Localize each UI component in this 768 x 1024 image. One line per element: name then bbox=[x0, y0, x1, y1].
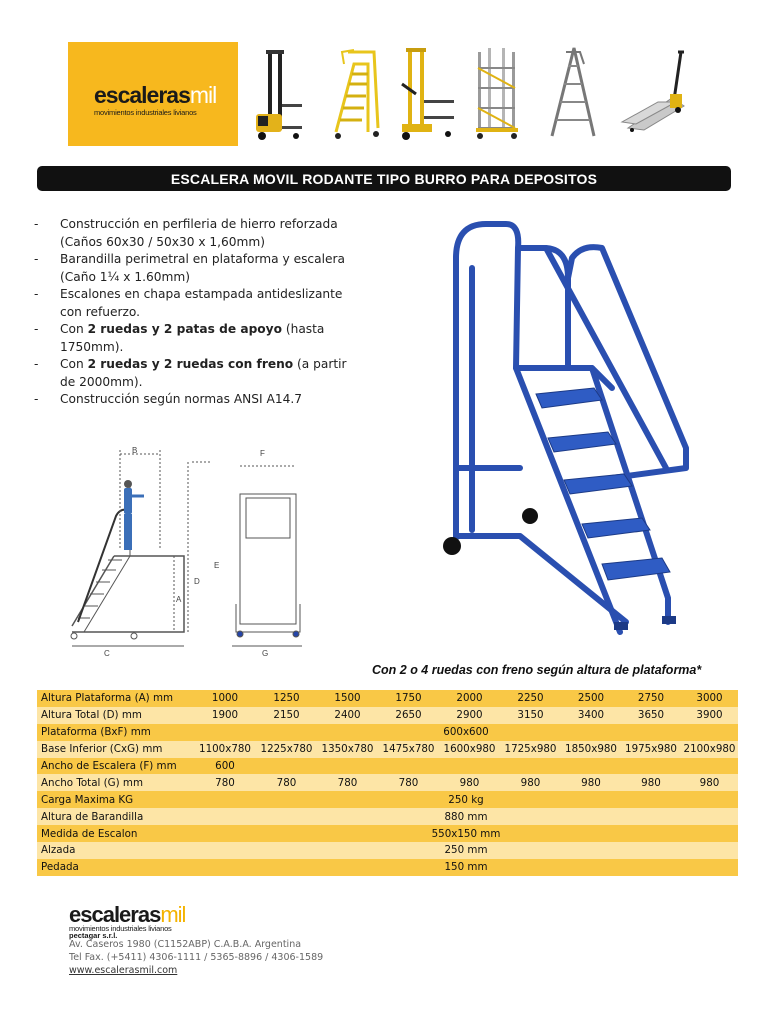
table-row bbox=[37, 707, 738, 724]
feature-text: Barandilla perimetral en plataforma y escalera (Caño 1¼ x 1.60mm) bbox=[60, 252, 345, 284]
feature-text-end: (a partir de 2000mm). bbox=[60, 357, 347, 389]
table-cell: 3000 bbox=[681, 690, 738, 707]
table-cell: 980 bbox=[561, 774, 621, 791]
feature-text: Con bbox=[60, 322, 88, 336]
table-cell: 2750 bbox=[621, 690, 681, 707]
table-cell: 2150 bbox=[256, 707, 317, 724]
table-cell: 3400 bbox=[561, 707, 621, 724]
table-cell: 150 mm bbox=[194, 859, 738, 876]
table-cell: 2100x980 bbox=[681, 741, 738, 758]
label-f: F bbox=[260, 449, 265, 458]
table-cell: 250 mm bbox=[194, 842, 738, 859]
row-label: Altura de Barandilla bbox=[37, 808, 194, 825]
table-cell bbox=[317, 758, 378, 775]
table-cell: 980 bbox=[681, 774, 738, 791]
row-label: Pedada bbox=[37, 859, 194, 876]
row-label: Base Inferior (CxG) mm bbox=[37, 741, 194, 758]
table-cell: 2000 bbox=[439, 690, 500, 707]
bullet-dash: - bbox=[34, 392, 39, 406]
feature-item bbox=[34, 391, 364, 409]
table-cell: 1350x780 bbox=[317, 741, 378, 758]
header-logo bbox=[68, 42, 238, 146]
table-cell: 1750 bbox=[378, 690, 439, 707]
table-cell: 3150 bbox=[500, 707, 561, 724]
bullet-dash: - bbox=[34, 287, 39, 301]
label-g: G bbox=[262, 649, 269, 658]
feature-list bbox=[34, 216, 364, 409]
manual-stacker-icon bbox=[392, 44, 458, 144]
table-cell: 780 bbox=[378, 774, 439, 791]
table-row bbox=[37, 774, 738, 791]
stacker-icon bbox=[248, 44, 306, 144]
footer-address: Av. Caseros 1980 (C1152ABP) C.A.B.A. Argentina bbox=[69, 939, 302, 950]
row-label: Plataforma (BxF) mm bbox=[37, 724, 194, 741]
table-cell: 600 bbox=[194, 758, 256, 775]
table-cell: 1225x780 bbox=[256, 741, 317, 758]
table-cell: 2500 bbox=[561, 690, 621, 707]
table-cell: 3900 bbox=[681, 707, 738, 724]
table-cell: 1100x780 bbox=[194, 741, 256, 758]
table-row bbox=[37, 791, 738, 808]
worker-figure bbox=[124, 480, 144, 550]
label-e: E bbox=[214, 561, 220, 570]
feature-highlight: 2 ruedas y 2 patas de apoyo bbox=[87, 322, 282, 336]
page-title: ESCALERA MOVIL RODANTE TIPO BURRO PARA DEPOSITOS bbox=[37, 166, 731, 191]
table-cell bbox=[500, 758, 561, 775]
blue-ladder-photo bbox=[436, 218, 696, 648]
feature-item bbox=[34, 321, 364, 356]
feature-item bbox=[34, 286, 364, 321]
table-cell: 980 bbox=[621, 774, 681, 791]
table-cell: 1975x980 bbox=[621, 741, 681, 758]
table-row bbox=[37, 825, 738, 842]
footer-tagline: movimientos industriales livianos bbox=[69, 924, 172, 933]
label-b: B bbox=[132, 446, 138, 455]
footer-company: pectagar s.r.l. bbox=[69, 931, 118, 940]
table-cell bbox=[378, 758, 439, 775]
label-d: D bbox=[194, 577, 200, 586]
table-cell: 1600x980 bbox=[439, 741, 500, 758]
logo-tagline: movimientos industriales livianos bbox=[94, 108, 197, 117]
label-c: C bbox=[104, 649, 110, 658]
table-cell: 1500 bbox=[317, 690, 378, 707]
table-cell: 880 mm bbox=[194, 808, 738, 825]
table-cell: 1900 bbox=[194, 707, 256, 724]
table-cell: 2650 bbox=[378, 707, 439, 724]
ladder-icon bbox=[328, 44, 384, 144]
table-row bbox=[37, 741, 738, 758]
label-a: A bbox=[176, 595, 182, 604]
table-row bbox=[37, 724, 738, 741]
row-label: Ancho Total (G) mm bbox=[37, 774, 194, 791]
table-cell: 1000 bbox=[194, 690, 256, 707]
table-row bbox=[37, 842, 738, 859]
table-cell bbox=[621, 758, 681, 775]
row-label: Ancho de Escalera (F) mm bbox=[37, 758, 194, 775]
table-cell: 1725x980 bbox=[500, 741, 561, 758]
table-cell: 1250 bbox=[256, 690, 317, 707]
photo-caption: Con 2 o 4 ruedas con freno según altura de plataforma* bbox=[372, 663, 702, 677]
table-cell: 3650 bbox=[621, 707, 681, 724]
table-cell: 980 bbox=[439, 774, 500, 791]
table-cell: 1850x980 bbox=[561, 741, 621, 758]
row-label: Altura Plataforma (A) mm bbox=[37, 690, 194, 707]
feature-item bbox=[34, 216, 364, 251]
table-cell bbox=[561, 758, 621, 775]
table-cell: 2400 bbox=[317, 707, 378, 724]
table-cell bbox=[439, 758, 500, 775]
bullet-dash: - bbox=[34, 252, 39, 266]
bullet-dash: - bbox=[34, 217, 39, 231]
table-cell bbox=[681, 758, 738, 775]
table-row bbox=[37, 859, 738, 876]
table-cell: 2900 bbox=[439, 707, 500, 724]
feature-text-end: (hasta 1750mm). bbox=[60, 322, 325, 354]
footer-phone: Tel Fax. (+5411) 4306-1111 / 5365-8896 / 4306-1589 bbox=[69, 952, 324, 963]
table-cell: 1475x780 bbox=[378, 741, 439, 758]
bullet-dash: - bbox=[34, 322, 39, 336]
table-cell: 780 bbox=[256, 774, 317, 791]
pallet-truck-icon bbox=[614, 44, 700, 144]
bullet-dash: - bbox=[34, 357, 39, 371]
scaffold-icon bbox=[468, 44, 526, 144]
spec-table bbox=[37, 690, 738, 876]
table-row bbox=[37, 690, 738, 707]
logo-wordmark: escalerasmil bbox=[94, 82, 217, 108]
feature-highlight: 2 ruedas y 2 ruedas con freno bbox=[87, 357, 294, 371]
table-row bbox=[37, 808, 738, 825]
table-row bbox=[37, 758, 738, 775]
feature-item bbox=[34, 356, 364, 391]
footer-logo: escalerasmil bbox=[69, 902, 186, 927]
table-cell: 2250 bbox=[500, 690, 561, 707]
table-cell: 250 kg bbox=[194, 791, 738, 808]
feature-text: Con bbox=[60, 357, 88, 371]
feature-text: Escalones en chapa estampada antideslizante con refuerzo. bbox=[60, 287, 343, 319]
table-cell: 550x150 mm bbox=[194, 825, 738, 842]
table-cell: 600x600 bbox=[194, 724, 738, 741]
feature-item bbox=[34, 251, 364, 286]
table-cell: 980 bbox=[500, 774, 561, 791]
step-ladder-icon bbox=[544, 44, 600, 144]
dimension-diagram bbox=[64, 446, 312, 660]
row-label: Altura Total (D) mm bbox=[37, 707, 194, 724]
feature-text: Construcción en perfileria de hierro reforzada (Caños 60x30 / 50x30 x 1,60mm) bbox=[60, 217, 338, 249]
feature-text: Construcción según normas ANSI A14.7 bbox=[60, 392, 302, 406]
row-label: Carga Maxima KG bbox=[37, 791, 194, 808]
table-cell: 780 bbox=[194, 774, 256, 791]
table-cell: 780 bbox=[317, 774, 378, 791]
row-label: Alzada bbox=[37, 842, 194, 859]
row-label: Medida de Escalon bbox=[37, 825, 194, 842]
table-cell bbox=[256, 758, 317, 775]
footer-website-link[interactable]: www.escalerasmil.com bbox=[69, 965, 178, 976]
